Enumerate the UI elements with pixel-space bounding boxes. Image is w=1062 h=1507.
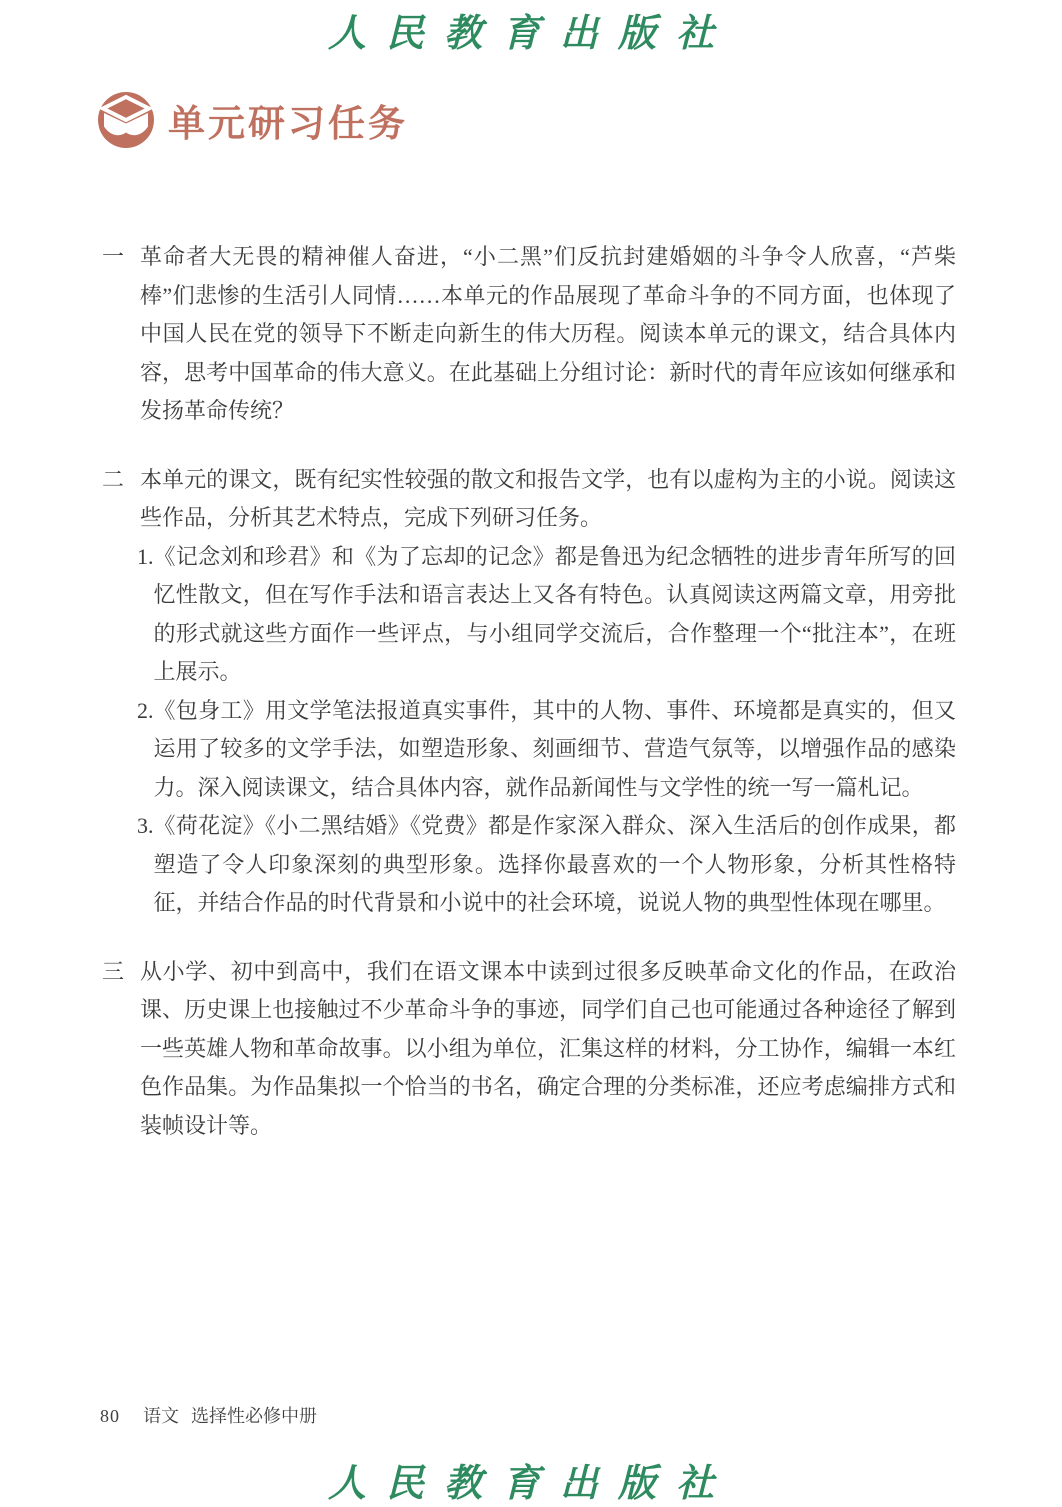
- footer-subject: 语文: [143, 1406, 179, 1426]
- sub-item-marker: 1.: [137, 543, 154, 569]
- task-section-3: [100, 953, 956, 1146]
- sub-item-marker: 2.: [137, 697, 154, 723]
- page-number: 80: [100, 1406, 120, 1426]
- task-sub-item-1: [137, 538, 956, 692]
- task-section-2: [100, 461, 956, 923]
- task-number: 三: [102, 958, 125, 984]
- open-book-badge-icon: [98, 92, 154, 148]
- task-text: 从小学、初中到高中，我们在语文课本中读到过很多反映革命文化的作品，在政治课、历史课上也接触过不少革命斗争的事迹，同学们自己也可能通过各种途径了解到一些英雄人物和革命故事。以小组为单位，汇集这样的材料，分工协作，编辑一本红色作品集。为作品集拟一个恰当的书名，确定合理的分类标准，还应考虑编排方式和装帧设计等。: [140, 958, 956, 1138]
- page-header: [98, 92, 408, 148]
- page-title: 单元研习任务: [168, 104, 408, 145]
- task-number: 二: [102, 466, 125, 492]
- task-text: 革命者大无畏的精神催人奋进，“小二黑”们反抗封建婚姻的斗争令人欣喜，“芦柴棒”们悲惨的生活引人同情……本单元的作品展现了革命斗争的不同方面，也体现了中国人民在党的领导下不断走向新生的伟大历程。阅读本单元的课文，结合具体内容，思考中国革命的伟大意义。在此基础上分组讨论：新时代的青年应该如何继承和发扬革命传统？: [140, 244, 956, 423]
- footer-volume: 选择性必修中册: [191, 1406, 317, 1426]
- sub-item-text: 《荷花淀》《小二黑结婚》《党费》都是作家深入群众、深入生活后的创作成果，都塑造了令人印象深刻的典型形象。选择你最喜欢的一个人物形象，分析其性格特征，并结合作品的时代背景和小说中的社会环境，说说人物的典型性体现在哪里。: [153, 813, 956, 915]
- task-text: 本单元的课文，既有纪实性较强的散文和报告文学，也有以虚构为主的小说。阅读这些作品，分析其艺术特点，完成下列研习任务。: [140, 466, 956, 530]
- task-section-1: [100, 238, 956, 431]
- sub-item-text: 《包身工》用文学笔法报道真实事件，其中的人物、事件、环境都是真实的，但又运用了较多的文学手法，如塑造形象、刻画细节、营造气氛等，以增强作品的感染力。深入阅读课文，结合具体内容，就作品新闻性与文学性的统一写一篇札记。: [153, 697, 956, 800]
- sub-item-marker: 3.: [137, 813, 154, 838]
- publisher-watermark-top: 人民教育出版社: [327, 13, 734, 55]
- task-number: 一: [102, 244, 125, 269]
- page-footer: [100, 1402, 317, 1428]
- tasks-content: [100, 238, 956, 1145]
- task-sub-item-2: [137, 692, 956, 808]
- sub-item-text: 《记念刘和珍君》和《为了忘却的记念》都是鲁迅为纪念牺牲的进步青年所写的回忆性散文，但在写作手法和语言表达上又各有特色。认真阅读这两篇文章，用旁批的形式就这些方面作一些评点，与小组同学交流后，合作整理一个“批注本”，在班上展示。: [153, 543, 956, 684]
- publisher-watermark-bottom: 人民教育出版社: [327, 1463, 734, 1505]
- task-sub-item-3: [137, 807, 956, 923]
